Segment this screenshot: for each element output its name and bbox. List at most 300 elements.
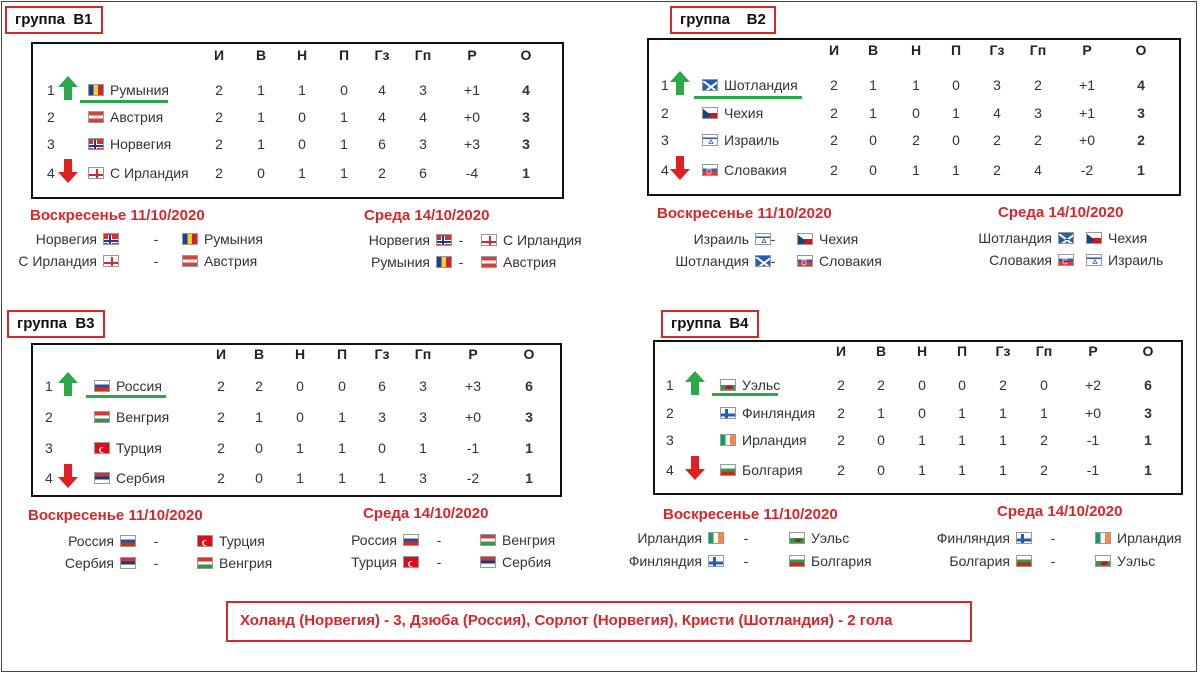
column-header: Н (296, 47, 308, 63)
stat-w: 0 (869, 132, 877, 148)
column-header: П (338, 47, 350, 63)
stat-gf: 4 (378, 82, 386, 98)
fixture-away-team: Турция (219, 533, 265, 549)
fixture-home-team: Шотландия (675, 253, 749, 269)
fixture-away (1086, 230, 1147, 246)
stat-ga: 1 (419, 440, 427, 456)
fixture-home-team: Румыния (370, 254, 430, 270)
stat-l: 1 (340, 109, 348, 125)
stat-ga: 0 (1040, 377, 1048, 393)
fixture-home (351, 554, 419, 570)
stat-p: 2 (215, 82, 223, 98)
stat-w: 0 (255, 470, 263, 486)
fixture-away-team: Чехия (819, 231, 859, 247)
stat-w: 1 (255, 409, 263, 425)
matchday-heading: Воскресенье 11/10/2020 (28, 507, 203, 524)
fixture-separator: - (1050, 530, 1056, 546)
standing-rank: 3 (661, 132, 669, 148)
fixture-away (789, 530, 849, 546)
column-header: В (875, 343, 887, 359)
stat-d: 1 (296, 470, 304, 486)
fixture-away (1095, 530, 1182, 546)
stat-d: 2 (912, 132, 920, 148)
stat-l: 1 (340, 165, 348, 181)
matchday-heading: Среда 14/10/2020 (364, 207, 490, 224)
stat-pts: 1 (525, 440, 533, 456)
fixture-away (797, 231, 858, 247)
fixture-away-team: Словакия (819, 253, 882, 269)
stat-p: 2 (830, 132, 838, 148)
stat-l: 1 (338, 440, 346, 456)
stat-ga: 3 (419, 82, 427, 98)
flag-ireland-icon (1095, 532, 1111, 544)
stat-l: 1 (338, 409, 346, 425)
stat-w: 1 (869, 77, 877, 93)
fixture-home (949, 553, 1032, 569)
fixture-separator: - (436, 532, 442, 548)
stat-ga: 6 (419, 165, 427, 181)
stat-gd: -1 (1086, 462, 1100, 478)
fixture-home (68, 533, 136, 549)
fixture-away-team: Австрия (204, 253, 258, 269)
fixture-away-team: Чехия (1108, 230, 1148, 246)
column-header: Гп (1029, 42, 1047, 58)
fixture-home (629, 553, 724, 569)
stat-ga: 4 (419, 109, 427, 125)
stat-d: 0 (918, 377, 926, 393)
relegation-down-arrow-icon (670, 156, 690, 180)
fixture-away (182, 231, 263, 247)
flag-bulgaria-icon (789, 555, 805, 567)
team-name (94, 470, 165, 486)
stat-l: 1 (952, 162, 960, 178)
stat-gd: -4 (465, 165, 479, 181)
leader-underline (86, 395, 166, 398)
standing-rank: 2 (661, 105, 669, 121)
flag-romania-icon (182, 233, 198, 245)
stat-l: 0 (340, 82, 348, 98)
team-name (720, 462, 803, 478)
leader-underline (694, 96, 802, 99)
flag-serbia-icon (480, 556, 496, 568)
stat-pts: 6 (525, 378, 533, 394)
fixture-away-team: Израиль (1108, 252, 1164, 268)
fixture-away-team: Венгрия (219, 555, 273, 571)
stat-l: 0 (338, 378, 346, 394)
column-header: И (828, 42, 840, 58)
fixture-separator: - (153, 231, 159, 247)
stat-d: 0 (298, 109, 306, 125)
fixture-away (1086, 252, 1163, 268)
stat-gf: 2 (993, 162, 1001, 178)
fixture-away (1095, 553, 1155, 569)
standing-rank: 1 (45, 378, 53, 394)
flag-slovakia-icon (797, 255, 813, 267)
stat-gf: 6 (378, 136, 386, 152)
fixture-home-team: Норвегия (35, 231, 97, 247)
stat-gd: +0 (1085, 405, 1101, 421)
stat-gd: +1 (1079, 77, 1095, 93)
standing-rank: 4 (47, 165, 55, 181)
fixture-separator: - (1050, 553, 1056, 569)
fixture-separator: - (770, 253, 776, 269)
stat-ga: 3 (419, 470, 427, 486)
stat-gf: 1 (999, 462, 1007, 478)
stat-d: 1 (912, 77, 920, 93)
stat-gd: -2 (1080, 162, 1094, 178)
flag-ireland-icon (720, 434, 736, 446)
stat-gf: 0 (378, 440, 386, 456)
stat-l: 0 (958, 377, 966, 393)
flag-czechia-icon (1086, 232, 1102, 244)
group-label-b4: группа В4 (661, 310, 759, 338)
column-header: В (867, 42, 879, 58)
team-name (702, 162, 787, 178)
stat-d: 1 (918, 432, 926, 448)
column-header: Гп (414, 47, 432, 63)
stat-gf: 1 (999, 405, 1007, 421)
fixture-home-team: Израиль (693, 231, 749, 247)
team-label: Финляндия (742, 405, 816, 421)
stat-p: 2 (837, 405, 845, 421)
fixture-home-team: Финляндия (628, 553, 702, 569)
column-header: О (523, 346, 535, 362)
stat-pts: 1 (1137, 162, 1145, 178)
flag-finland-icon (720, 407, 736, 419)
fixture-home-team: Финляндия (936, 530, 1010, 546)
stat-p: 2 (830, 77, 838, 93)
team-name (88, 165, 189, 181)
column-header: Р (467, 47, 477, 63)
flag-romania-icon (88, 84, 104, 96)
promotion-up-arrow-icon (685, 371, 705, 395)
column-header: В (253, 346, 265, 362)
fixture-away-team: Уэльс (1117, 553, 1156, 569)
team-name (88, 109, 163, 125)
column-header: В (255, 47, 267, 63)
flag-russia-icon (94, 380, 110, 392)
flag-turkey-icon (94, 442, 110, 454)
flag-serbia-icon (94, 472, 110, 484)
stat-gd: +0 (1079, 132, 1095, 148)
fixture-home (675, 253, 771, 269)
team-label: Россия (116, 378, 162, 394)
stat-w: 1 (257, 136, 265, 152)
team-name (720, 432, 807, 448)
stat-pts: 3 (522, 109, 530, 125)
stat-d: 1 (298, 165, 306, 181)
stat-l: 1 (958, 432, 966, 448)
stat-l: 1 (338, 470, 346, 486)
stat-gd: +3 (465, 378, 481, 394)
fixture-away (197, 533, 265, 549)
column-header: П (950, 42, 962, 58)
fixture-away (797, 253, 882, 269)
flag-scotland-icon (702, 79, 718, 91)
column-header: Гз (374, 47, 390, 63)
stat-p: 2 (215, 109, 223, 125)
stat-w: 2 (255, 378, 263, 394)
flag-russia-icon (403, 534, 419, 546)
stat-pts: 1 (1144, 432, 1152, 448)
standing-rank: 2 (45, 409, 53, 425)
stat-p: 2 (215, 136, 223, 152)
stat-p: 2 (837, 432, 845, 448)
stat-l: 1 (952, 105, 960, 121)
team-label: Чехия (724, 105, 764, 121)
fixture-home-team: Норвегия (368, 232, 430, 248)
column-header: Гз (995, 343, 1011, 359)
fixture-away-team: Австрия (503, 254, 557, 270)
relegation-down-arrow-icon (58, 464, 78, 488)
flag-norway-icon (88, 138, 104, 150)
fixture-away (481, 232, 582, 248)
stat-w: 1 (877, 405, 885, 421)
flag-wales-icon (720, 379, 736, 391)
flag-bulgaria-icon (720, 464, 736, 476)
fixture-away (480, 532, 555, 548)
fixture-home (369, 232, 452, 248)
standing-rank: 3 (47, 136, 55, 152)
stat-p: 2 (217, 440, 225, 456)
stat-p: 2 (830, 105, 838, 121)
flag-austria-icon (88, 111, 104, 123)
flag-wales-icon (789, 532, 805, 544)
fixture-away-team: Сербия (502, 554, 552, 570)
stat-gd: -1 (1086, 432, 1100, 448)
fixture-away-team: Венгрия (502, 532, 556, 548)
stat-d: 0 (296, 409, 304, 425)
flag-russia-icon (120, 535, 136, 547)
flag-hungary-icon (197, 557, 213, 569)
column-header: И (213, 47, 225, 63)
team-label: С Ирландия (110, 165, 189, 181)
team-label: Израиль (724, 132, 780, 148)
stat-ga: 3 (419, 409, 427, 425)
flag-northern-ireland-icon (103, 255, 119, 267)
stat-w: 2 (877, 377, 885, 393)
standing-rank: 1 (666, 377, 674, 393)
promotion-up-arrow-icon (58, 76, 78, 100)
stat-d: 1 (296, 440, 304, 456)
team-label: Венгрия (116, 409, 170, 425)
standing-rank: 1 (661, 77, 669, 93)
stat-p: 2 (217, 378, 225, 394)
stat-p: 2 (217, 470, 225, 486)
stat-l: 1 (958, 405, 966, 421)
stat-pts: 3 (1137, 105, 1145, 121)
leader-underline (712, 393, 778, 396)
team-name (702, 77, 798, 93)
fixture-away-team: Уэльс (811, 530, 850, 546)
team-label: Ирландия (742, 432, 807, 448)
stat-pts: 1 (1144, 462, 1152, 478)
column-header: Гз (374, 346, 390, 362)
stat-l: 0 (952, 77, 960, 93)
team-name (702, 105, 763, 121)
flag-slovakia-icon (702, 164, 718, 176)
stat-ga: 2 (1040, 432, 1048, 448)
team-label: Австрия (110, 109, 164, 125)
flag-northern-ireland-icon (88, 167, 104, 179)
column-header: Н (910, 42, 922, 58)
stat-d: 1 (298, 82, 306, 98)
flag-northern-ireland-icon (481, 234, 497, 246)
column-header: О (1135, 42, 1147, 58)
matchday-heading: Воскресенье 11/10/2020 (663, 506, 838, 523)
stat-gf: 1 (999, 432, 1007, 448)
team-name (702, 132, 779, 148)
matchday-heading: Среда 14/10/2020 (998, 204, 1124, 221)
team-label: Словакия (724, 162, 787, 178)
stat-ga: 1 (1040, 405, 1048, 421)
stat-ga: 3 (419, 378, 427, 394)
team-name (94, 440, 162, 456)
fixture-away-team: Ирландия (1117, 530, 1182, 546)
fixture-home (65, 555, 136, 571)
team-label: Норвегия (110, 136, 172, 152)
fixture-home (18, 253, 119, 269)
flag-serbia-icon (120, 557, 136, 569)
fixture-home (36, 231, 119, 247)
fixture-home (637, 530, 724, 546)
stat-d: 1 (918, 462, 926, 478)
fixture-separator: - (1064, 252, 1070, 268)
flag-czechia-icon (702, 107, 718, 119)
relegation-down-arrow-icon (58, 159, 78, 183)
stat-ga: 2 (1034, 132, 1042, 148)
stat-d: 0 (912, 105, 920, 121)
fixture-home-team: Россия (351, 532, 397, 548)
flag-bulgaria-icon (1016, 555, 1032, 567)
fixture-away (197, 555, 272, 571)
group-label-b1: группа В1 (5, 6, 103, 34)
flag-turkey-icon (197, 535, 213, 547)
stat-p: 2 (837, 377, 845, 393)
stat-gf: 2 (999, 377, 1007, 393)
stat-w: 1 (257, 82, 265, 98)
flag-wales-icon (1095, 555, 1111, 567)
matchday-heading: Воскресенье 11/10/2020 (30, 207, 205, 224)
flag-hungary-icon (480, 534, 496, 546)
team-label: Румыния (110, 82, 170, 98)
column-header: Н (294, 346, 306, 362)
column-header: Р (468, 346, 478, 362)
fixture-home (371, 254, 452, 270)
stat-gd: +0 (465, 409, 481, 425)
stat-w: 0 (877, 462, 885, 478)
stat-l: 1 (340, 136, 348, 152)
column-header: Н (916, 343, 928, 359)
stat-gf: 3 (378, 409, 386, 425)
fixture-separator: - (458, 254, 464, 270)
team-name (88, 136, 171, 152)
stat-ga: 3 (1034, 105, 1042, 121)
fixture-home (937, 530, 1032, 546)
fixture-home-team: Ирландия (637, 530, 702, 546)
stat-pts: 1 (522, 165, 530, 181)
stat-l: 0 (952, 132, 960, 148)
flag-israel-icon (1086, 254, 1102, 266)
fixture-home-team: Россия (68, 533, 114, 549)
team-name (720, 405, 815, 421)
stat-w: 0 (255, 440, 263, 456)
fixture-away-team: С Ирландия (503, 232, 582, 248)
standing-rank: 3 (666, 432, 674, 448)
fixture-away-team: Болгария (811, 553, 872, 569)
fixture-separator: - (770, 231, 776, 247)
stat-pts: 6 (1144, 377, 1152, 393)
standing-rank: 3 (45, 440, 53, 456)
stat-p: 2 (217, 409, 225, 425)
column-header: П (336, 346, 348, 362)
team-label: Турция (116, 440, 162, 456)
flag-hungary-icon (94, 411, 110, 423)
fixture-away-team: Румыния (204, 231, 264, 247)
column-header: Гз (989, 42, 1005, 58)
fixture-separator: - (436, 554, 442, 570)
column-header: О (1142, 343, 1154, 359)
stat-w: 1 (257, 109, 265, 125)
stat-w: 0 (257, 165, 265, 181)
stat-gf: 2 (378, 165, 386, 181)
fixture-home-team: С Ирландия (18, 253, 97, 269)
promotion-up-arrow-icon (670, 71, 690, 95)
team-label: Уэльс (742, 377, 781, 393)
stat-ga: 4 (1034, 162, 1042, 178)
standing-rank: 4 (45, 470, 53, 486)
team-name (88, 82, 169, 98)
stat-w: 1 (869, 105, 877, 121)
stat-gd: -1 (466, 440, 480, 456)
standing-rank: 4 (666, 462, 674, 478)
flag-israel-icon (702, 134, 718, 146)
team-label: Шотландия (724, 77, 798, 93)
promotion-up-arrow-icon (58, 372, 78, 396)
stat-gf: 2 (993, 132, 1001, 148)
leader-underline (80, 100, 168, 103)
stat-pts: 3 (1144, 405, 1152, 421)
flag-norway-icon (436, 234, 452, 246)
stat-gf: 1 (378, 470, 386, 486)
matchday-heading: Среда 14/10/2020 (363, 505, 489, 522)
fixture-separator: - (153, 253, 159, 269)
stat-gf: 4 (993, 105, 1001, 121)
stat-pts: 4 (522, 82, 530, 98)
fixture-home-team: Сербия (64, 555, 114, 571)
flag-norway-icon (103, 233, 119, 245)
stat-pts: 3 (525, 409, 533, 425)
column-header: И (835, 343, 847, 359)
stat-d: 1 (912, 162, 920, 178)
team-name (94, 378, 162, 394)
flag-romania-icon (436, 256, 452, 268)
fixture-separator: - (153, 533, 159, 549)
flag-finland-icon (1016, 532, 1032, 544)
fixture-away (481, 254, 556, 270)
stat-l: 1 (958, 462, 966, 478)
top-scorers-box: Холанд (Норвегия) - 3, Дзюба (Россия), Сорлот (Норвегия), Кристи (Шотландия) - 2 гола (226, 601, 972, 642)
stat-p: 2 (837, 462, 845, 478)
stat-gd: +1 (464, 82, 480, 98)
stat-p: 2 (830, 162, 838, 178)
column-header: О (520, 47, 532, 63)
standing-rank: 2 (666, 405, 674, 421)
stat-gf: 6 (378, 378, 386, 394)
standing-rank: 2 (47, 109, 55, 125)
stat-w: 0 (877, 432, 885, 448)
stat-pts: 3 (522, 136, 530, 152)
